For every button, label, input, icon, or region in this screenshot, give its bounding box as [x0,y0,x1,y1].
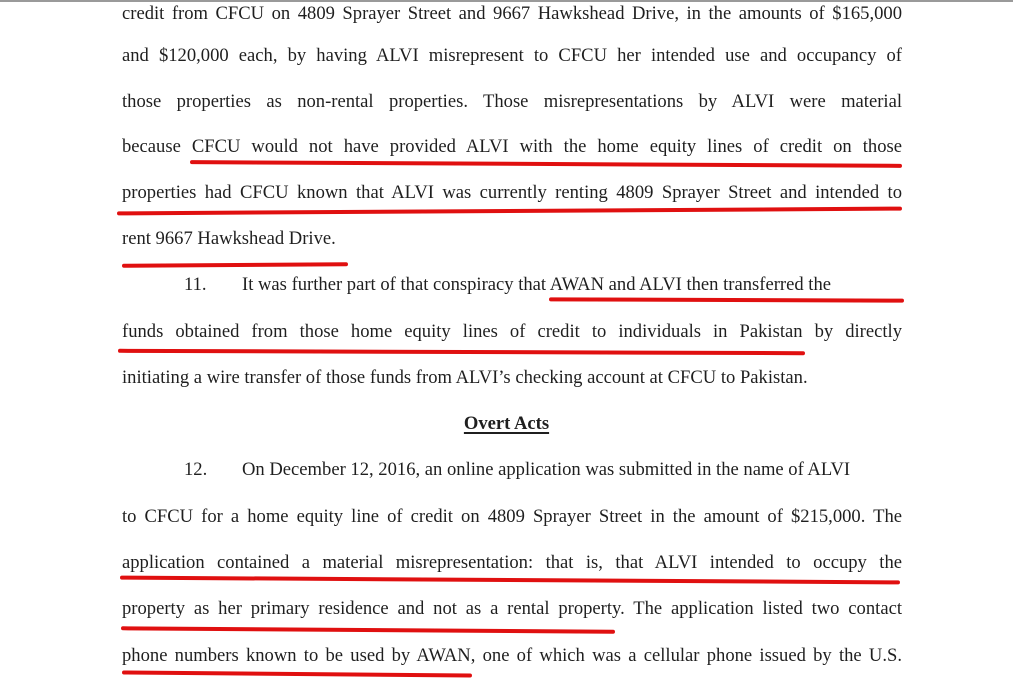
red-underline-annotation [549,297,904,302]
red-underline-annotation [122,670,472,677]
section-heading [0,412,1013,436]
text-line-4: because CFCU would not have provided ALVI with the home equity lines of credit on those [122,136,902,157]
text-line-6: rent 9667 Hawkshead Drive. [122,228,336,249]
text-line-3: those properties as non-rental properties. Those misrepresentations by ALVI were material [122,91,902,112]
paragraph-11-first-line [122,273,902,297]
paragraph-12-line-5: phone numbers known to be used by AWAN, one of which was a cellular phone issued by the U.S. [122,645,902,666]
paragraph-12-line-3: application contained a material misrepresentation: that is, that ALVI intended to occupy the [122,552,902,573]
paragraph-number: 11. [184,274,207,295]
paragraph-12-line-2: to CFCU for a home equity line of credit on 4809 Sprayer Street in the amount of $215,000. The [122,506,902,527]
red-underline-annotation [122,262,348,268]
paragraph-11-line-2: funds obtained from those home equity lines of credit to individuals in Pakistan by directly [122,321,902,342]
text-line-2: and $120,000 each, by having ALVI misrepresent to CFCU her intended use and occupancy of [122,45,902,66]
red-underline-annotation [117,207,902,216]
paragraph-12-text: On December 12, 2016, an online application was submitted in the name of ALVI [242,459,851,480]
paragraph-12-line-4: property as her primary residence and not as a rental property. The application listed two contact [122,598,902,619]
red-underline-annotation [121,626,615,633]
paragraph-11-text: It was further part of that conspiracy that AWAN and ALVI then transferred the [242,274,832,295]
paragraph-11-line-3: initiating a wire transfer of those funds from ALVI’s checking account at CFCU to Pakistan. [122,367,808,388]
text-line-5: properties had CFCU known that ALVI was currently renting 4809 Sprayer Street and intended to [122,182,902,203]
paragraph-number: 12. [184,459,208,480]
paragraph-12-first-line [122,458,902,482]
red-underline-annotation [190,160,902,168]
text-line-1: credit from CFCU on 4809 Sprayer Street and 9667 Hawkshead Drive, in the amounts of $165,000 [122,3,902,24]
red-underline-annotation [120,576,900,585]
section-heading-text: Overt Acts [463,413,550,434]
red-underline-annotation [118,349,805,355]
